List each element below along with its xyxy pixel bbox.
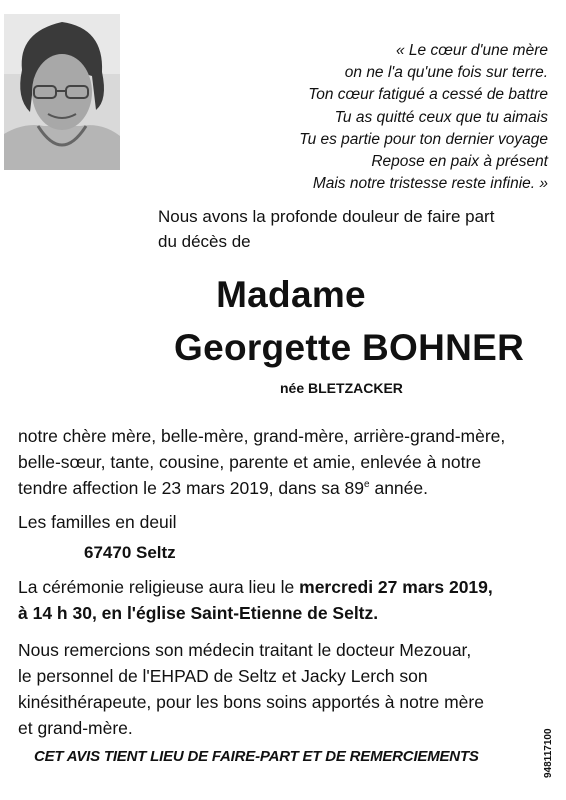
ordinal-suffix: e: [364, 479, 370, 491]
poem-line: Mais notre tristesse reste infinie. »: [312, 175, 548, 193]
relations-line: belle-sœur, tante, cousine, parente et amie, enlevée à notre: [18, 452, 482, 472]
ceremony-text: [18, 574, 493, 626]
announcement-intro: [158, 204, 494, 254]
family-location: 67470 Seltz: [84, 543, 176, 562]
thanks-line: kinésithérapeute, pour les bons soins apportés à notre mère: [18, 692, 484, 712]
relations-text: [18, 423, 505, 501]
poem-line: on ne l'a qu'une fois sur terre.: [344, 64, 548, 82]
deceased-title: Madame: [216, 274, 366, 315]
thanks-text: [18, 637, 484, 741]
poem-line: Ton cœur fatigué a cessé de battre: [308, 86, 548, 104]
relations-line: notre chère mère, belle-mère, grand-mère, arrière-grand-mère,: [18, 426, 506, 446]
poem-line: Tu es partie pour ton dernier voyage: [299, 130, 548, 148]
ceremony-date: mercredi 27 mars 2019,: [299, 577, 493, 597]
maiden-name: née BLETZACKER: [280, 380, 403, 396]
thanks-line: le personnel de l'EHPAD de Seltz et Jacky Lerch son: [18, 666, 428, 686]
poem-line: « Le cœur d'une mère: [395, 42, 548, 59]
relations-date-text: tendre affection le 23 mars 2019, dans sa 89: [18, 478, 365, 498]
footer-notice: CET AVIS TIENT LIEU DE FAIRE-PART ET DE REMERCIEMENTS: [34, 748, 479, 765]
intro-line: du décès de: [158, 232, 251, 251]
intro-line: Nous avons la profonde douleur de faire part: [158, 207, 495, 226]
portrait-photo: [4, 14, 120, 170]
ceremony-time-place: à 14 h 30, en l'église Saint-Etienne de Seltz.: [18, 603, 379, 623]
thanks-line: et grand-mère.: [18, 718, 133, 738]
poem: [148, 40, 548, 195]
poem-line: Repose en paix à présent: [371, 153, 548, 171]
families-text: Les familles en deuil: [18, 512, 177, 532]
poem-line: Tu as quitté ceux que tu aimais: [334, 108, 548, 126]
deceased-name: Georgette BOHNER: [174, 327, 525, 368]
relations-year-text: année.: [369, 478, 428, 498]
ceremony-line: [18, 574, 493, 600]
thanks-line: Nous remercions son médecin traitant le docteur Mezouar,: [18, 640, 472, 660]
reference-number: 948117100: [543, 728, 554, 778]
relations-line: [18, 475, 505, 501]
ceremony-intro: La cérémonie religieuse aura lieu le: [18, 577, 300, 597]
